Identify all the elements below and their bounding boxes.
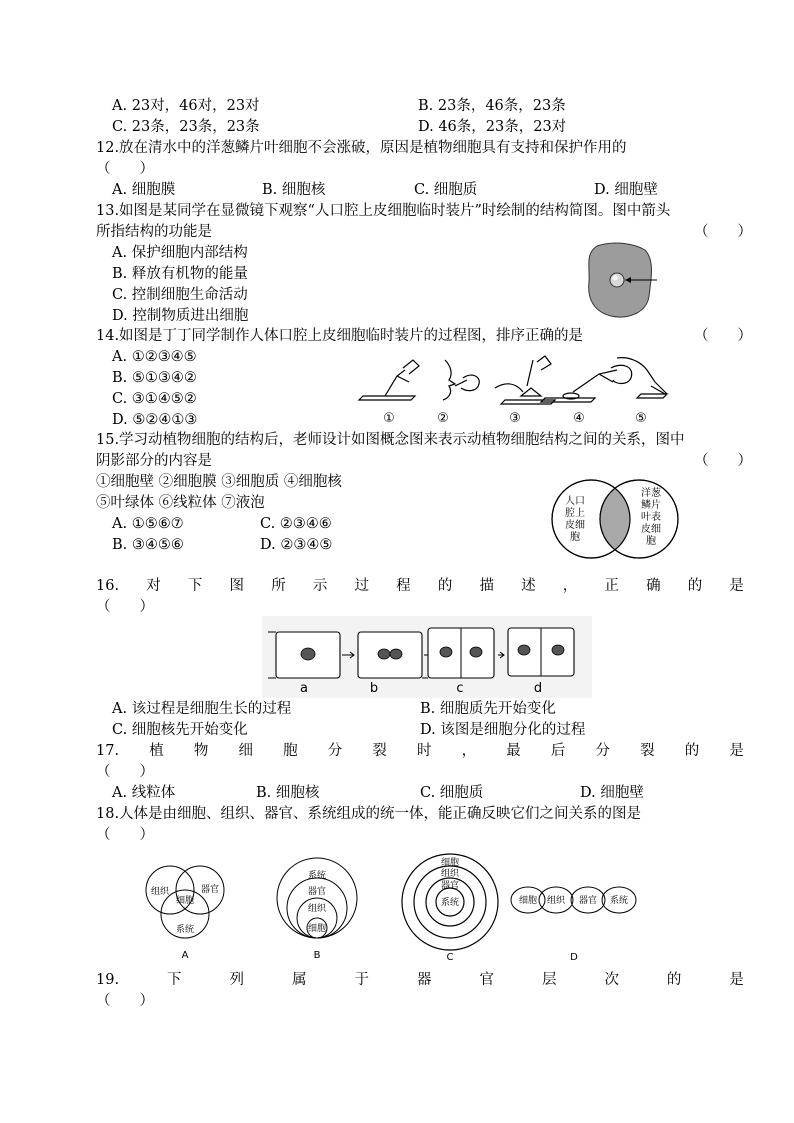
q17-option-c: C. 细胞质	[420, 785, 484, 801]
fig-d-item: 组织	[546, 896, 566, 906]
q19-stem	[96, 970, 744, 990]
fig-d-item: 系统	[609, 896, 629, 906]
q18-figure-a	[140, 852, 240, 962]
q15-option-c: C. ②③④⑥	[260, 516, 332, 532]
q13-option-c: C. 控制细胞生命活动	[112, 287, 248, 303]
q17-char: 时	[416, 743, 432, 759]
stage-label: a	[300, 681, 308, 696]
q18-figure-c	[398, 852, 502, 962]
q19-char: 的	[666, 972, 682, 988]
fig-d-label: D	[570, 952, 578, 963]
fig-c-label: C	[446, 952, 454, 962]
q19-char: 于	[354, 972, 369, 988]
q17-char: 的	[684, 743, 700, 759]
q13-stem-line1: 13.如图是某同学在显微镜下观察“人口腔上皮细胞临时装片”时绘制的结构简图。图中箭头	[96, 203, 671, 219]
fig-c-xitong: 系统	[440, 898, 460, 908]
q17-stem	[96, 741, 744, 761]
fig-c-zuzhi: 组织	[440, 869, 460, 879]
q19-bracket: （ ）	[96, 993, 154, 1009]
step-number: ①	[383, 411, 395, 426]
q17-bracket: （ ）	[96, 764, 154, 780]
venn-right-label: 鳞片	[641, 500, 661, 511]
q14-option-c: C. ③①④⑤②	[112, 391, 197, 407]
fig-b-qiguan: 器官	[307, 887, 327, 897]
fig-a-xibao: 细胞	[175, 896, 195, 906]
q15-option-b: B. ③④⑤⑥	[112, 537, 184, 553]
q17-char: 是	[729, 743, 744, 759]
q11-option-b: B. 23条，46条，23条	[418, 98, 566, 114]
fig-b-zuzhi: 组织	[307, 904, 327, 914]
q13-bracket: （ ）	[694, 224, 752, 240]
q16-char: ，	[562, 578, 578, 594]
q17-char: 胞	[283, 743, 298, 759]
q16-char: 程	[396, 578, 411, 594]
q16-char: 示	[312, 578, 328, 594]
q16-option-a: A. 该过程是细胞生长的过程	[112, 701, 292, 717]
q16-char: 下	[187, 578, 203, 594]
q16-char: 图	[229, 578, 245, 594]
fig-a-xitong: 系统	[175, 925, 195, 935]
q17-char: 物	[193, 743, 209, 759]
q17-char: 分	[595, 743, 610, 759]
q14-stem: 14.如图是丁丁同学制作人体口腔上皮细胞临时装片的过程图，排序正确的是	[96, 328, 584, 344]
fig-c-xibao: 细胞	[440, 858, 460, 868]
q17-char: 后	[550, 743, 566, 759]
stage-label: b	[369, 681, 379, 696]
q16-char: 对	[146, 578, 161, 594]
venn-diagram-q15	[545, 478, 685, 560]
step-number: ④	[573, 411, 585, 426]
venn-right-label: 洋葱	[641, 488, 661, 499]
fig-c-qiguan: 器官	[440, 881, 460, 891]
q12-option-d: D. 细胞壁	[594, 182, 658, 198]
fig-b-xibao: 细胞	[307, 924, 327, 934]
q18-figure-d	[508, 880, 638, 964]
q13-option-b: B. 释放有机物的能量	[112, 266, 248, 282]
q12-stem: 12.放在清水中的洋葱鳞片叶细胞不会涨破，原因是植物细胞具有支持和保护作用的	[96, 140, 627, 156]
slide-prep-steps-figure	[355, 352, 670, 427]
q19-char: 19.	[96, 972, 120, 988]
q16-char: 正	[604, 578, 619, 594]
q16-option-d: D. 该图是细胞分化的过程	[420, 722, 586, 738]
venn-left-label: 腔上	[565, 508, 585, 519]
q17-option-b: B. 细胞核	[256, 785, 320, 801]
venn-right-label: 皮细	[641, 524, 661, 535]
q16-char: 的	[687, 578, 703, 594]
q19-char: 下	[167, 972, 182, 988]
fig-a-zuzhi: 组织	[150, 887, 170, 897]
fig-a-label: A	[181, 950, 189, 961]
step-number: ②	[437, 411, 449, 426]
q15-stem-line2: 阴影部分的内容是	[96, 453, 212, 469]
q17-char: 17.	[96, 743, 120, 759]
q16-char: 所	[271, 578, 286, 594]
fig-b-xitong: 系统	[307, 871, 327, 881]
q15-items-line1: ①细胞壁 ②细胞膜 ③细胞质 ④细胞核	[96, 474, 342, 490]
q16-char: 过	[354, 578, 369, 594]
q16-char: 描	[479, 578, 494, 594]
fig-d-item: 器官	[578, 896, 598, 906]
q16-stem	[96, 576, 744, 596]
q12-bracket: （ ）	[96, 161, 154, 177]
venn-left-label: 人口	[565, 496, 585, 507]
stage-label: d	[533, 681, 543, 696]
q17-char: 最	[506, 743, 521, 759]
q12-option-c: C. 细胞质	[414, 182, 478, 198]
q12-option-b: B. 细胞核	[262, 182, 326, 198]
q17-char: 裂	[640, 743, 655, 759]
q19-char: 层	[541, 972, 557, 988]
q19-char: 官	[479, 972, 494, 988]
q17-char: 植	[149, 743, 164, 759]
q11-option-a: A. 23对，46对，23对	[112, 98, 260, 114]
q15-stem-line1: 15.学习动植物细胞的结构后，老师设计如图概念图来表示动植物细胞结构之间的关系，图中	[96, 432, 685, 448]
cell-division-figure	[262, 616, 592, 698]
q14-bracket: （ ）	[694, 328, 752, 344]
q12-option-a: A. 细胞膜	[112, 182, 176, 198]
q13-option-d: D. 控制物质进出细胞	[112, 308, 249, 324]
q17-option-a: A. 线粒体	[112, 785, 176, 801]
q19-char: 次	[604, 972, 619, 988]
q17-char: 裂	[372, 743, 387, 759]
q15-items-line2: ⑤叶绿体 ⑥线粒体 ⑦液泡	[96, 495, 265, 511]
venn-left-label: 皮细	[565, 520, 585, 531]
step-number: ⑤	[635, 411, 647, 426]
step-number: ③	[509, 411, 521, 426]
q17-char: ，	[461, 743, 477, 759]
q16-char: 述	[521, 578, 536, 594]
q15-option-a: A. ①⑤⑥⑦	[112, 516, 184, 532]
q16-bracket: （ ）	[96, 599, 154, 615]
q17-char: 细	[238, 743, 253, 759]
q19-char: 是	[729, 972, 744, 988]
q16-option-c: C. 细胞核先开始变化	[112, 722, 248, 738]
q16-char: 是	[729, 578, 744, 594]
q17-char: 分	[327, 743, 343, 759]
q16-char: 16.	[96, 578, 120, 594]
venn-right-label: 胞	[646, 536, 656, 547]
q17-option-d: D. 细胞壁	[580, 785, 644, 801]
q16-char: 确	[646, 578, 661, 594]
q19-char: 属	[292, 972, 307, 988]
fig-b-label: B	[313, 950, 321, 961]
q14-option-b: B. ⑤①③④②	[112, 370, 197, 386]
fig-a-qiguan: 器官	[200, 885, 220, 895]
q11-option-c: C. 23条，23条，23条	[112, 119, 260, 135]
q18-bracket: （ ）	[96, 827, 154, 843]
q14-option-d: D. ⑤②④①③	[112, 412, 198, 428]
q15-option-d: D. ②③④⑤	[260, 537, 333, 553]
venn-left-label: 胞	[570, 532, 580, 543]
q13-option-a: A. 保护细胞内部结构	[112, 245, 248, 261]
fig-d-item: 细胞	[518, 896, 538, 906]
q19-char: 列	[229, 972, 245, 988]
q19-char: 器	[416, 972, 432, 988]
stage-label: c	[456, 681, 464, 696]
q13-stem-line2: 所指结构的功能是	[96, 224, 212, 240]
q11-option-d: D. 46条，23条，23对	[418, 119, 567, 135]
q18-figure-b	[272, 856, 362, 962]
q14-option-a: A. ①②③④⑤	[112, 349, 197, 365]
cheek-cell-figure	[585, 240, 660, 320]
q16-option-b: B. 细胞质先开始变化	[420, 701, 556, 717]
q16-char: 的	[437, 578, 453, 594]
q15-bracket: （ ）	[694, 453, 752, 469]
venn-right-label: 叶表	[641, 512, 661, 523]
q18-stem: 18.人体是由细胞、组织、器官、系统组成的统一体，能正确反映它们之间关系的图是	[96, 806, 642, 822]
